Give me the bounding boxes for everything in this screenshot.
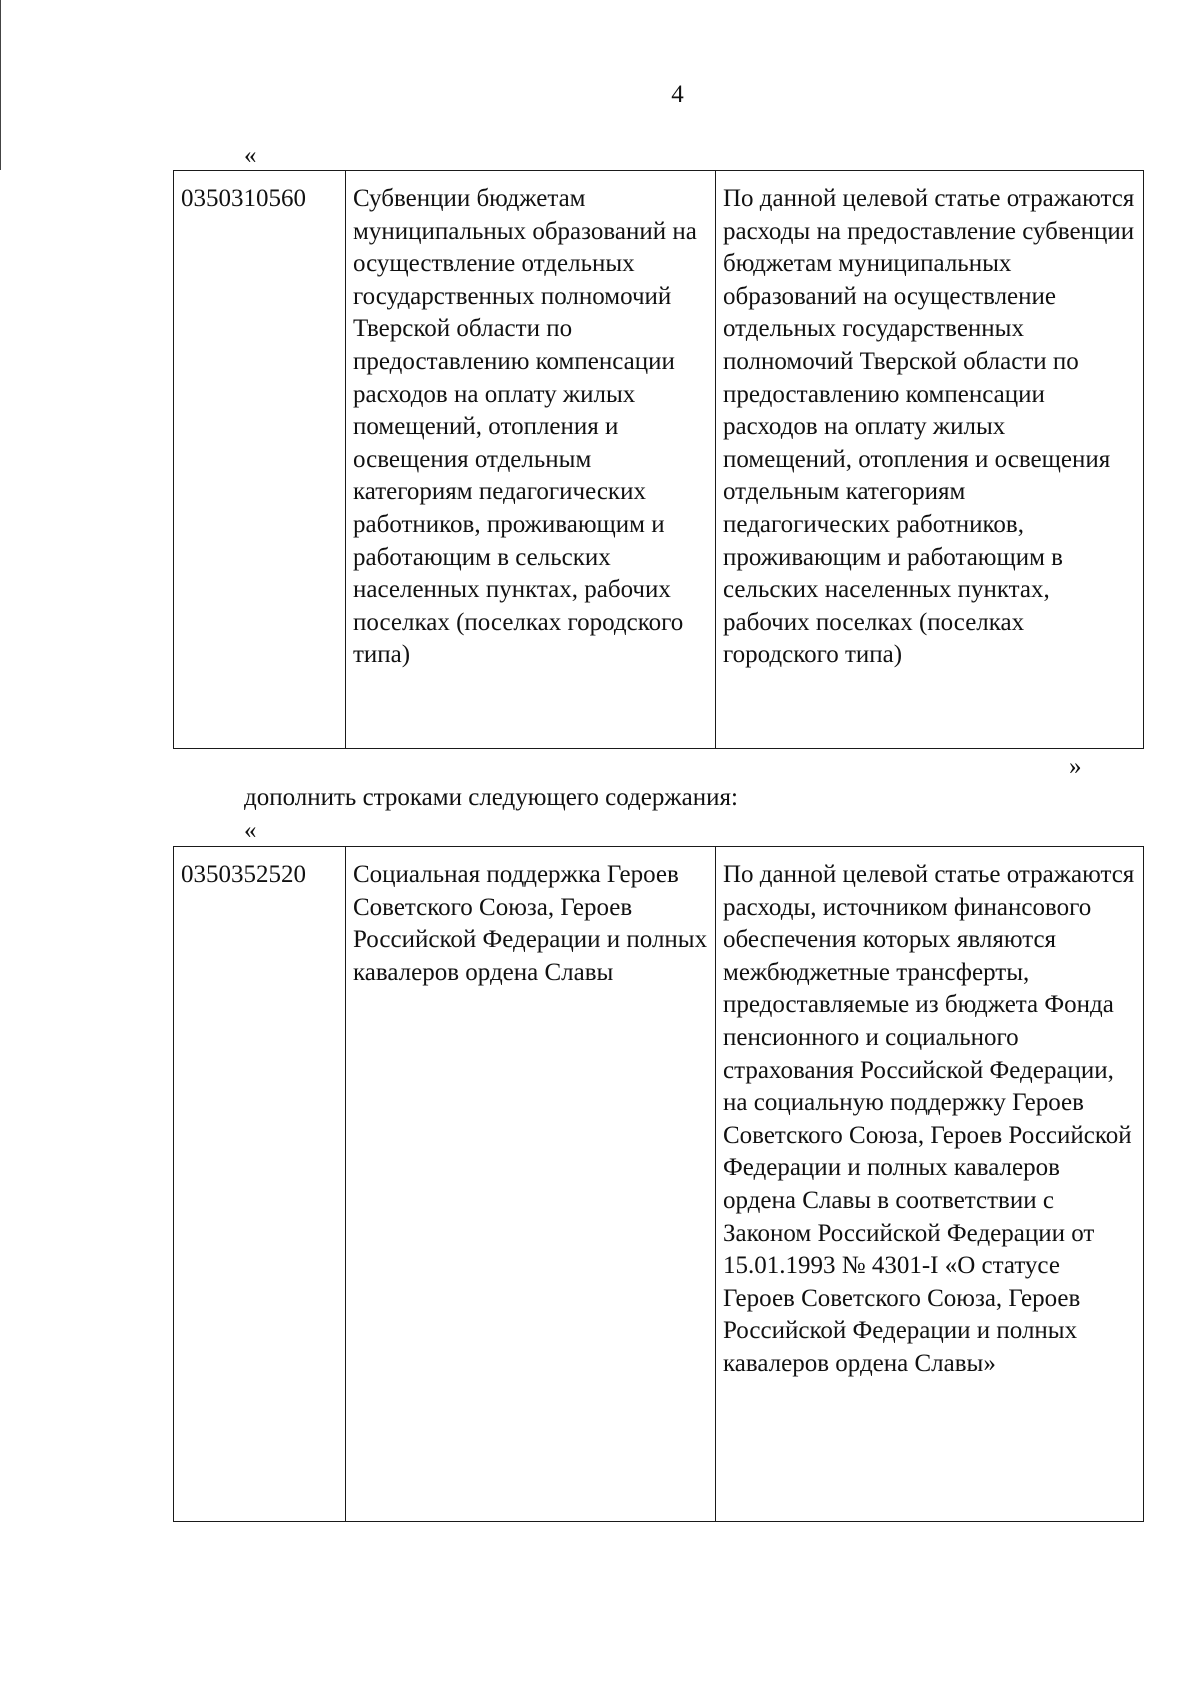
article-name-cell: Социальная поддержка Героев Советского Союза, Героев Российской Федерации и полных кавалеров ордена Славы — [346, 847, 716, 1522]
budget-article-table-existing — [173, 170, 1144, 749]
closing-quote-mark: » — [1069, 753, 1082, 780]
table-row — [174, 171, 1144, 749]
budget-article-table-added — [173, 846, 1144, 1522]
article-description-cell: По данной целевой статье отражаются расходы на предоставление субвенции бюджетам муниципальных образований на осуществление отдельных государственных полномочий Тверской области по предоставлению компенсации расходов на оплату жилых помещений, отопления и освещения отдельным категориям педагогических работников, проживающим и работающим в сельских населенных пунктах, рабочих поселках (поселках городского типа) — [716, 171, 1144, 749]
opening-quote-mark: « — [244, 142, 257, 169]
opening-quote-mark: « — [244, 817, 257, 844]
page-number: 4 — [671, 81, 684, 108]
table-row — [174, 847, 1144, 1522]
article-name-cell: Субвенции бюджетам муниципальных образований на осуществление отдельных государственных полномочий Тверской области по предоставлению компенсации расходов на оплату жилых помещений, отопления и освещения отдельным категориям педагогических работников, проживающим и работающим в сельских населенных пунктах, рабочих поселках (поселках городского типа) — [346, 171, 716, 749]
article-description-cell: По данной целевой статье отражаются расходы, источником финансового обеспечения которых являются межбюджетные трансферты, предоставляемые из бюджета Фонда пенсионного и социального страхования Российской Федерации, на социальную поддержку Героев Советского Союза, Героев Российской Федерации и полных кавалеров ордена Славы в соответствии с Законом Российской Федерации от 15.01.1993 № 4301-I «О статусе Героев Советского Союза, Героев Российской Федерации и полных кавалеров ордена Славы» — [716, 847, 1144, 1522]
amendment-instruction: дополнить строками следующего содержания: — [244, 784, 738, 811]
article-code-cell: 0350310560 — [174, 171, 346, 749]
article-code-cell: 0350352520 — [174, 847, 346, 1522]
